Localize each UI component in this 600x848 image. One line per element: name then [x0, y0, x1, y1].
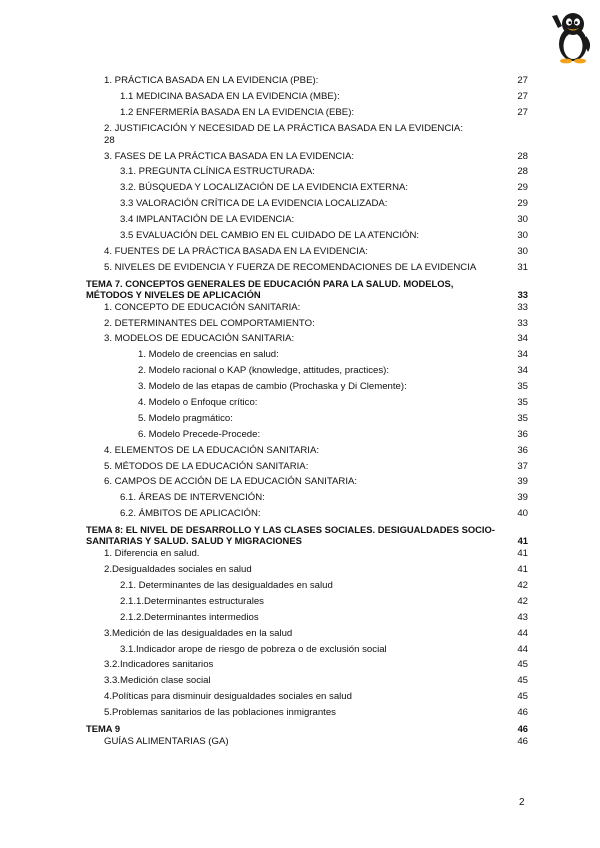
toc-entry[interactable]: 3. Modelo de las etapas de cambio (Prochaska y Di Clemente): 35: [138, 381, 528, 393]
toc-entry[interactable]: 5. NIVELES DE EVIDENCIA Y FUERZA DE RECOMENDACIONES DE LA EVIDENCIA 31: [104, 261, 528, 273]
toc-entry[interactable]: 1. Diferencia en salud. 41: [104, 548, 528, 560]
toc-entry[interactable]: 4. Modelo o Enfoque crítico: 35: [138, 397, 528, 409]
toc-entry[interactable]: 5. MÉTODOS DE LA EDUCACIÓN SANITARIA: 37: [104, 460, 528, 472]
toc-entry[interactable]: 3.5 EVALUACIÓN DEL CAMBIO EN EL CUIDADO DE LA ATENCIÓN: 30: [120, 230, 528, 242]
toc-entry[interactable]: 4.Políticas para disminuir desigualdades sociales en salud 45: [104, 691, 528, 703]
toc-entry[interactable]: 3.4 IMPLANTACIÓN DE LA EVIDENCIA: 30: [120, 214, 528, 226]
toc-entry[interactable]: 6.2. ÁMBITOS DE APLICACIÓN: 40: [120, 508, 528, 520]
toc-entry[interactable]: 3.2. BÚSQUEDA Y LOCALIZACIÓN DE LA EVIDENCIA EXTERNA: 29: [120, 182, 528, 194]
toc-entry[interactable]: 3.2.Indicadores sanitarios 45: [104, 659, 528, 671]
toc-entry[interactable]: 3.1.Indicador arope de riesgo de pobreza o de exclusión social 44: [120, 643, 528, 655]
toc-chapter-heading[interactable]: TEMA 8: EL NIVEL DE DESARROLLO Y LAS CLASES SOCIALES. DESIGUALDADES SOCIO-SANITARIAS Y SALUD. SALUD Y MIGRACIONES 41: [86, 524, 528, 547]
toc-entry[interactable]: 1. Modelo de creencias en salud: 34: [138, 349, 528, 361]
toc-chapter-heading[interactable]: TEMA 9 46: [86, 722, 528, 734]
penguin-icon: [548, 6, 598, 64]
toc-chapter-heading[interactable]: TEMA 7. CONCEPTOS GENERALES DE EDUCACIÓN PARA LA SALUD. MODELOS, MÉTODOS Y NIVELES DE APLICACIÓN 33: [86, 277, 528, 300]
toc-entry[interactable]: 3. FASES DE LA PRÁCTICA BASADA EN LA EVIDENCIA: 28: [104, 150, 528, 162]
toc-entry[interactable]: 2.1.2.Determinantes intermedios 43: [120, 611, 528, 623]
toc-entry[interactable]: 1.2 ENFERMERÍA BASADA EN LA EVIDENCIA (EBE): 27: [120, 106, 528, 118]
toc-entry[interactable]: 6. Modelo Precede-Procede: 36: [138, 428, 528, 440]
toc-entry[interactable]: 5. Modelo pragmático: 35: [138, 412, 528, 424]
toc-entry[interactable]: 4. ELEMENTOS DE LA EDUCACIÓN SANITARIA: 36: [104, 444, 528, 456]
toc-entry[interactable]: 3.3.Medición clase social 45: [104, 675, 528, 687]
toc-entry[interactable]: 1.1 MEDICINA BASADA EN LA EVIDENCIA (MBE): 27: [120, 90, 528, 102]
toc-entry[interactable]: GUÍAS ALIMENTARIAS (GA) 46: [104, 735, 528, 747]
page-number: 2: [519, 797, 525, 808]
toc-entry[interactable]: 2.1.1.Determinantes estructurales 42: [120, 595, 528, 607]
toc-entry[interactable]: 1. CONCEPTO DE EDUCACIÓN SANITARIA: 33: [104, 301, 528, 313]
toc-entry[interactable]: 4. FUENTES DE LA PRÁCTICA BASADA EN LA EVIDENCIA: 30: [104, 245, 528, 257]
toc-entry[interactable]: 3.1. PREGUNTA CLÍNICA ESTRUCTURADA: 28: [120, 166, 528, 178]
toc-entry[interactable]: 2. Modelo racional o KAP (knowledge, attitudes, practices): 34: [138, 365, 528, 377]
toc-entry[interactable]: 2. DETERMINANTES DEL COMPORTAMIENTO: 33: [104, 317, 528, 329]
toc-entry[interactable]: 6. CAMPOS DE ACCIÓN DE LA EDUCACIÓN SANITARIA: 39: [104, 476, 528, 488]
toc-entry[interactable]: 6.1. ÁREAS DE INTERVENCIÓN: 39: [120, 492, 528, 504]
toc-entry[interactable]: 2.1. Determinantes de las desigualdades en salud 42: [120, 579, 528, 591]
toc-entry[interactable]: 3. MODELOS DE EDUCACIÓN SANITARIA: 34: [104, 333, 528, 345]
toc-entry[interactable]: 3.3 VALORACIÓN CRÍTICA DE LA EVIDENCIA LOCALIZADA: 29: [120, 198, 528, 210]
toc-entry[interactable]: 3.Medición de las desigualdades en la salud 44: [104, 627, 528, 639]
toc-entry[interactable]: 2. JUSTIFICACIÓN Y NECESIDAD DE LA PRÁCTICA BASADA EN LA EVIDENCIA: 28: [104, 122, 463, 146]
toc-entry[interactable]: 2.Desigualdades sociales en salud 41: [104, 564, 528, 576]
toc-entry[interactable]: 1. PRÁCTICA BASADA EN LA EVIDENCIA (PBE): 27: [104, 75, 528, 86]
table-of-contents: [86, 75, 528, 752]
toc-entry[interactable]: 5.Problemas sanitarios de las poblaciones inmigrantes 46: [104, 707, 528, 719]
